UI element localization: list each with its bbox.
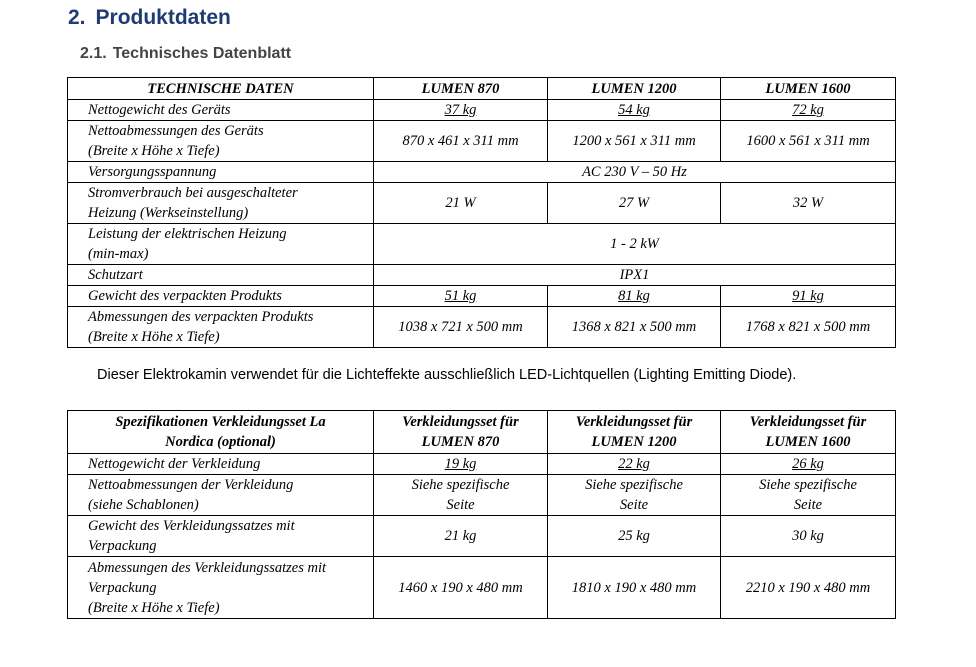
row-label-line: (Breite x Höhe x Tiefe) — [88, 329, 220, 345]
value-text: 51 kg — [444, 288, 477, 304]
value-cell — [721, 307, 896, 348]
row-label-line: Abmessungen des verpackten Produkts — [88, 309, 314, 325]
value-text: 81 kg — [618, 288, 650, 304]
value-text: 1368 x 821 x 500 mm — [571, 319, 697, 335]
value-cell — [721, 286, 896, 307]
value-cell — [721, 475, 896, 516]
value-text: 1768 x 821 x 500 mm — [745, 319, 871, 335]
value-cell — [548, 475, 721, 516]
value-text: 1810 x 190 x 480 mm — [571, 579, 697, 596]
row-label-line: Leistung der elektrischen Heizung — [88, 226, 287, 242]
led-note: Dieser Elektrokamin verwendet für die Lichteffekte ausschließlich LED-Lichtquellen (Lighting Emitting Diode). — [97, 367, 797, 383]
header-line: LUMEN 870 — [421, 434, 500, 450]
row-label — [68, 183, 374, 224]
table-header-cell: LUMEN 870 — [374, 78, 548, 100]
subsection-number: 2.1. — [80, 45, 107, 62]
header-line: LUMEN 1600 — [765, 434, 851, 450]
value-text: 870 x 461 x 311 mm — [402, 133, 519, 149]
value-text: 2210 x 190 x 480 mm — [745, 579, 871, 596]
value-cell — [548, 516, 721, 557]
header-line: LUMEN 1200 — [591, 434, 677, 450]
value-cell — [721, 557, 896, 619]
value-cell — [374, 100, 548, 121]
value-text: Seite — [793, 497, 823, 513]
row-label — [68, 100, 374, 121]
table-row — [68, 224, 896, 265]
value-cell — [374, 516, 548, 557]
value-cell — [374, 307, 548, 348]
row-label — [68, 121, 374, 162]
header-line: Nordica (optional) — [165, 434, 276, 450]
value-text: 54 kg — [618, 102, 650, 118]
value-cell — [374, 286, 548, 307]
value-text: 91 kg — [792, 288, 824, 304]
table-header-cell — [68, 411, 374, 454]
value-cell — [548, 121, 721, 162]
row-label-line: (siehe Schablonen) — [88, 497, 199, 513]
value-cell — [548, 100, 721, 121]
value-text: 21 kg — [444, 528, 477, 544]
value-cell — [548, 183, 721, 224]
row-label — [68, 454, 374, 475]
value-cell — [548, 557, 721, 619]
row-label-line: Versorgungsspannung — [88, 164, 217, 180]
merged-value-cell: 1 - 2 kW — [374, 224, 896, 265]
table-row — [68, 286, 896, 307]
row-label-line: Gewicht des Verkleidungssatzes mit — [88, 518, 295, 534]
value-text: 37 kg — [444, 102, 477, 118]
value-text: Seite — [446, 497, 475, 513]
value-cell — [721, 454, 896, 475]
row-label-line: (min-max) — [88, 246, 149, 262]
value-text: 1200 x 561 x 311 mm — [572, 133, 696, 149]
value-cell — [721, 183, 896, 224]
table-header-cell — [548, 411, 721, 454]
value-text: 1038 x 721 x 500 mm — [398, 319, 523, 335]
section-title: Produktdaten — [95, 6, 231, 29]
value-cell — [721, 121, 896, 162]
value-text: 27 W — [618, 195, 650, 211]
row-label-line: Schutzart — [88, 267, 143, 283]
row-label — [68, 516, 374, 557]
value-text: Siehe spezifische — [411, 477, 510, 493]
table-row — [68, 265, 896, 286]
row-label — [68, 307, 374, 348]
value-cell — [374, 557, 548, 619]
value-text: 21 W — [445, 195, 476, 211]
merged-value-cell: AC 230 V – 50 Hz — [374, 162, 896, 183]
value-text: 30 kg — [792, 528, 824, 544]
section-heading — [68, 6, 231, 30]
value-text: 32 W — [792, 195, 824, 211]
row-label-line: Nettoabmessungen der Verkleidung — [88, 477, 294, 493]
row-label-line: Verpackung — [88, 579, 157, 596]
row-label-line: (Breite x Höhe x Tiefe) — [88, 143, 220, 159]
header-line: Spezifikationen Verkleidungsset La — [115, 414, 326, 430]
value-cell — [548, 307, 721, 348]
row-label — [68, 162, 374, 183]
row-label-line: Heizung (Werkseinstellung) — [88, 205, 249, 221]
row-label-line: Stromverbrauch bei ausgeschalteter — [88, 185, 298, 201]
table-header-cell: TECHNISCHE DATEN — [68, 78, 374, 100]
value-cell — [374, 475, 548, 516]
table-row — [68, 100, 896, 121]
value-text: 72 kg — [792, 102, 824, 118]
section-number: 2. — [68, 6, 86, 29]
row-label — [68, 475, 374, 516]
table-header-cell — [374, 411, 548, 454]
value-text: 25 kg — [618, 528, 650, 544]
value-cell — [374, 454, 548, 475]
table-row — [68, 307, 896, 348]
technical-data-table — [67, 77, 896, 348]
row-label-line: Nettogewicht des Geräts — [88, 102, 231, 118]
table-row — [68, 162, 896, 183]
subsection-title: Technisches Datenblatt — [112, 45, 292, 62]
subsection-heading — [80, 45, 291, 63]
value-cell — [548, 286, 721, 307]
row-label — [68, 224, 374, 265]
header-line: Verkleidungsset für — [575, 414, 693, 430]
value-cell — [721, 516, 896, 557]
value-text: Siehe spezifische — [759, 477, 857, 493]
row-label — [68, 265, 374, 286]
value-text: 26 kg — [792, 456, 824, 472]
row-label-line: Abmessungen des Verkleidungssatzes mit — [88, 559, 327, 576]
table-row — [68, 516, 896, 557]
row-label-line: Gewicht des verpackten Produkts — [88, 288, 282, 304]
value-text: Siehe spezifische — [585, 477, 683, 493]
value-cell — [721, 100, 896, 121]
header-line: Verkleidungsset für — [402, 414, 519, 430]
value-cell — [548, 454, 721, 475]
value-text: 19 kg — [444, 456, 477, 472]
value-text: Seite — [619, 497, 649, 513]
table-row — [68, 475, 896, 516]
merged-value-cell: IPX1 — [374, 265, 896, 286]
table-header-cell: LUMEN 1200 — [548, 78, 721, 100]
value-text: 1600 x 561 x 311 mm — [746, 133, 870, 149]
table-row — [68, 183, 896, 224]
row-label-line: (Breite x Höhe x Tiefe) — [88, 599, 220, 616]
value-cell — [374, 183, 548, 224]
row-label-line: Nettogewicht der Verkleidung — [88, 456, 261, 472]
row-label — [68, 557, 374, 619]
table-row — [68, 454, 896, 475]
value-text: 1460 x 190 x 480 mm — [398, 579, 523, 596]
cladding-set-table — [67, 410, 896, 619]
row-label-line: Verpackung — [88, 538, 157, 554]
table-header-cell — [721, 411, 896, 454]
table-header-cell: LUMEN 1600 — [721, 78, 896, 100]
value-cell — [374, 121, 548, 162]
header-line: Verkleidungsset für — [749, 414, 867, 430]
value-text: 22 kg — [618, 456, 650, 472]
row-label-line: Nettoabmessungen des Geräts — [88, 123, 264, 139]
row-label — [68, 286, 374, 307]
table-row — [68, 121, 896, 162]
table-row — [68, 557, 896, 619]
